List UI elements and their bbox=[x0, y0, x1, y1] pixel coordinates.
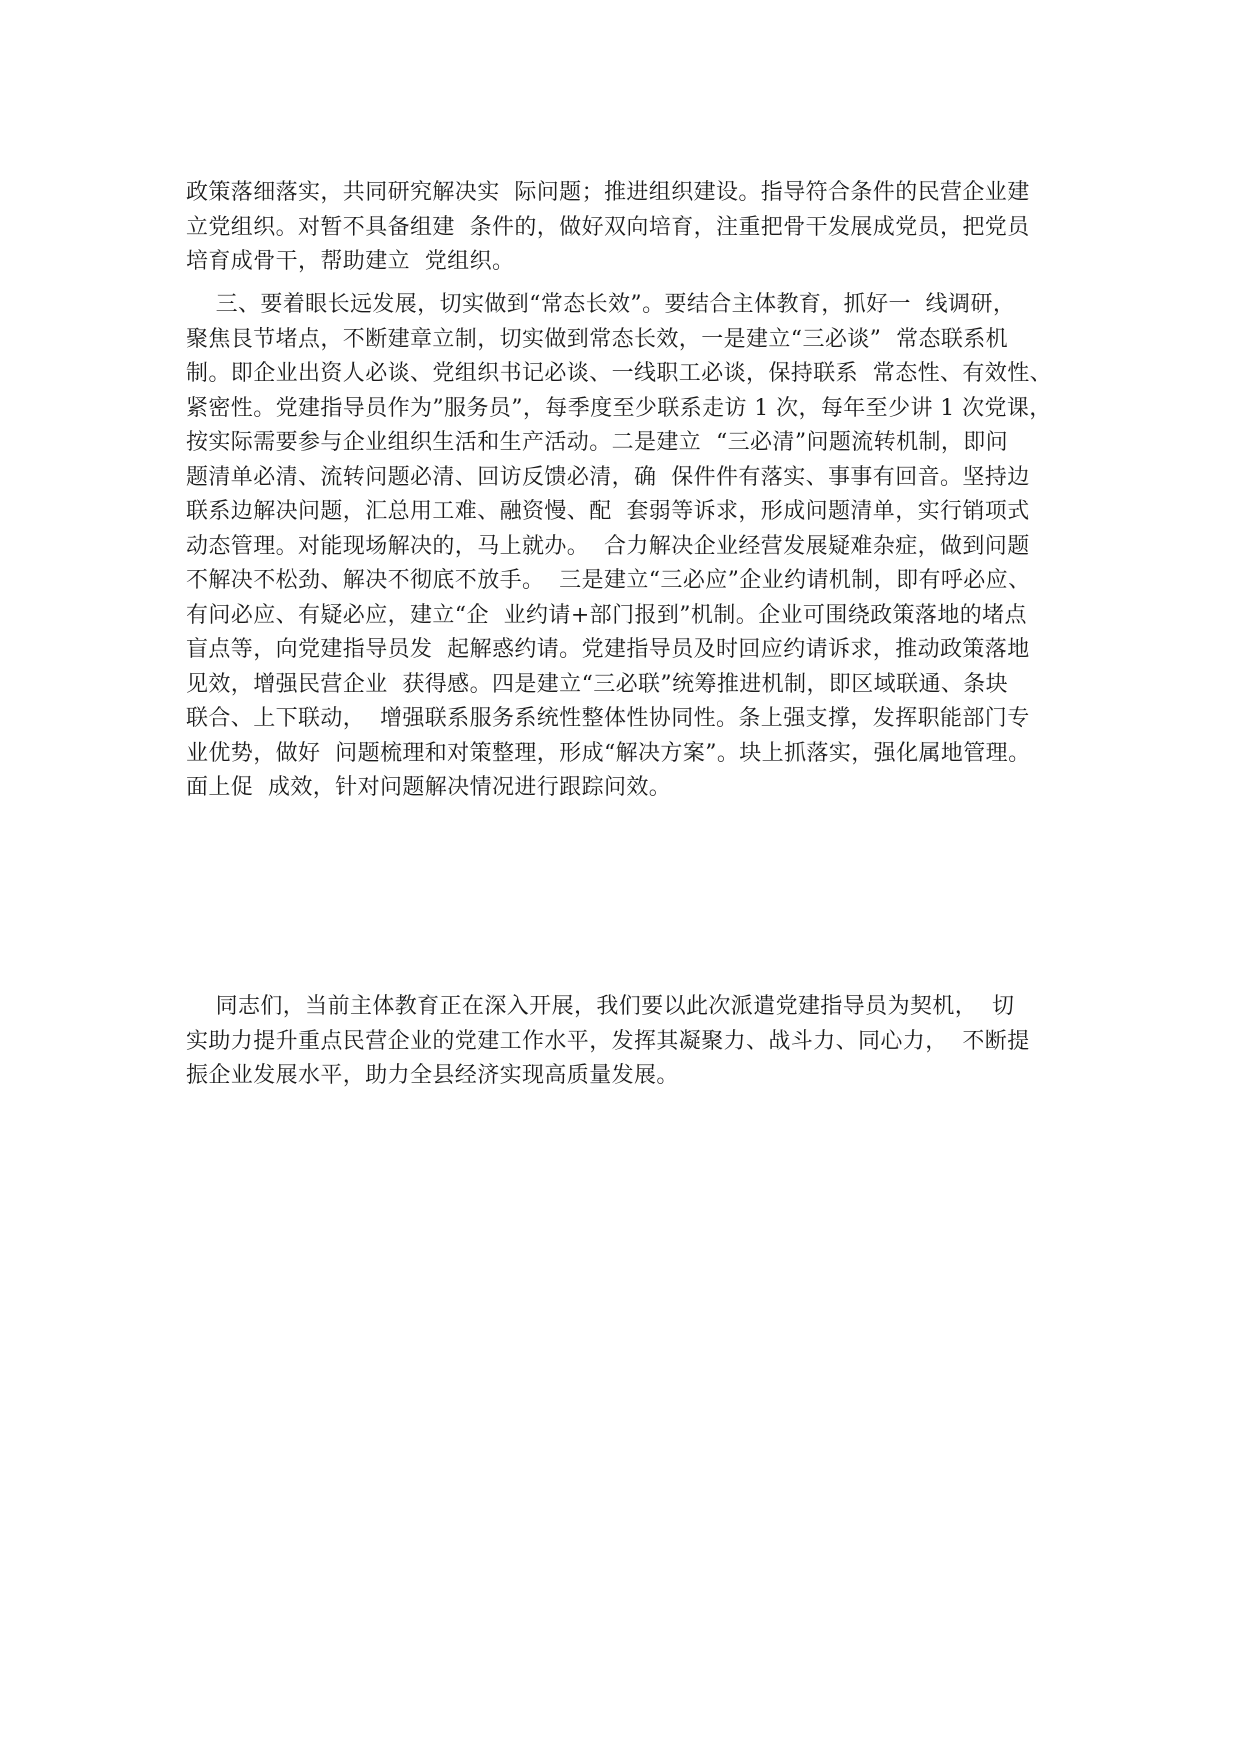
paragraph-line: 联合、上下联动， 增强联系服务系统性整体性协同性。条上强支撑，发挥职能部门专 bbox=[186, 706, 1030, 731]
paragraph-line: 实助力提升重点民营企业的党建工作水平，发挥其凝聚力、战斗力、同心力， 不断提 bbox=[186, 1028, 1030, 1054]
paragraph-line: 联系边解决问题，汇总用工难、融资慢、配 套弱等诉求，形成问题清单，实行销项式 bbox=[186, 499, 1030, 524]
paragraph-line: 培育成骨干，帮助建立 党组织。 bbox=[186, 249, 515, 274]
paragraph-line: 振企业发展水平，助力全县经济实现高质量发展。 bbox=[186, 1063, 679, 1088]
paragraph-line: 三、要着眼长远发展，切实做到“常态长效”。要结合主体教育，抓好一 线调研， bbox=[186, 292, 1016, 317]
paragraph-line: 动态管理。对能现场解决的，马上就办。 合力解决企业经营发展疑难杂症，做到问题 bbox=[186, 533, 1030, 559]
paragraph-line: 制。即企业出资人必谈、党组织书记必谈、一线职工必谈，保持联系 常态性、有效性、 bbox=[186, 361, 1052, 386]
paragraph-line: 面上促 成效，针对问题解决情况进行跟踪问效。 bbox=[186, 775, 672, 800]
paragraph-line: 盲点等，向党建指导员发 起解惑约请。党建指导员及时回应约请诉求，推动政策落地 bbox=[186, 637, 1030, 662]
paragraph-line: 见效，增强民营企业 获得感。四是建立“三必联”统筹推进机制，即区域联通、条块 bbox=[186, 671, 1009, 697]
paragraph-line: 政策落细落实，共同研究解决实 际问题；推进组织建设。指导符合条件的民营企业建 bbox=[186, 180, 1030, 205]
paragraph-line: 按实际需要参与企业组织生活和生产活动。二是建立 “三必清”问题流转机制，即问 bbox=[186, 430, 1009, 455]
paragraph-line: 同志们，当前主体教育正在深入开展，我们要以此次派遣党建指导员为契机， 切 bbox=[186, 994, 1015, 1019]
paragraph-line: 业优势，做好 问题梳理和对策整理，形成“解决方案”。块上抓落实，强化属地管理。 bbox=[186, 740, 1031, 766]
paragraph-line: 紧密性。党建指导员作为”服务员”，每季度至少联系走访 1 次，每年至少讲 1 次党课， bbox=[186, 395, 1052, 421]
paragraph-line: 不解决不松劲、解决不彻底不放手。 三是建立“三必应”企业约请机制，即有呼必应、 bbox=[186, 568, 1031, 593]
paragraph-line: 聚焦艮节堵点，不断建章立制，切实做到常态长效，一是建立“三必谈” 常态联系机 bbox=[186, 326, 1009, 352]
paragraph-1 bbox=[186, 176, 1070, 280]
paragraph-line: 有问必应、有疑必应，建立“企 业约请+部门报到”机制。企业可围绕政策落地的堵点 bbox=[186, 602, 1027, 628]
paragraph-line: 立党组织。对暂不具备组建 条件的，做好双向培育，注重把骨干发展成党员，把党员 bbox=[186, 214, 1030, 240]
paragraph-line: 题清单必清、流转问题必清、回访反馈必清，确 保件件有落实、事事有回音。坚持边 bbox=[186, 464, 1030, 490]
paragraph-2 bbox=[186, 288, 1070, 806]
paragraph-3 bbox=[186, 990, 1070, 1094]
